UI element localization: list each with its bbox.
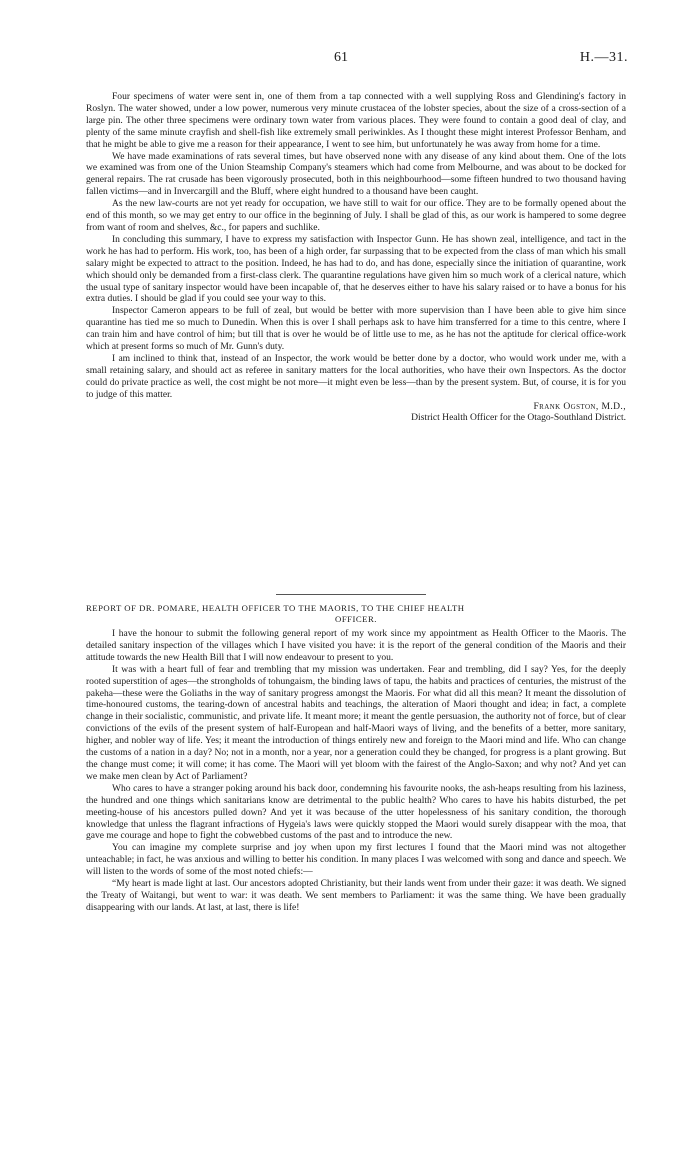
report-heading-line-1: REPORT OF DR. POMARE, HEALTH OFFICER TO THE MAORIS, TO THE CHIEF HEALTH xyxy=(86,603,465,613)
maori-health-report xyxy=(86,628,626,914)
paragraph-law-courts: As the new law-courts are not yet ready for occupation, we have still to wait for our office. They are to be formally opened about the end of this month, so we may get entry to our office in the beginning of July. I shall be glad of this, as our work is hampered to some degree from want of room and shelves, &c., for papers and suchlike. xyxy=(86,198,626,233)
document-reference: H.—31. xyxy=(579,50,628,65)
paragraph-doctor-proposal: I am inclined to think that, instead of an Inspector, the work would be better done by a doctor, who would work under me, with a small retaining salary, and should act as referee in sanitary matters for the local authorities, who have their own Inspectors. As the doctor could do private practice as well, the cost might be not more—it might even be less—than by the present system. But, of course, it is for you to judge of this matter. xyxy=(86,352,626,400)
health-officer-summary xyxy=(86,91,626,424)
paragraph-inspector-cameron: Inspector Cameron appears to be full of zeal, but would be better with more supervision than I have been able to give him since quarantine has tied me so much to Dunedin. When this is over I shall perhaps ask to have him transferred for a time to this centre, where I can train him and have control of him; but till that is over he would be of little use to me, as he has not the aptitude for clerical office-work which at present forms so much of Mr. Gunn's duty. xyxy=(86,305,626,353)
paragraph-chief-quote: “My heart is made light at last. Our ancestors adopted Christianity, but their lands went from under their gaze: it was death. We signed the Treaty of Waitangi, but went to war: it was death. We sent members to Parliament: it was the same thing. We have been gradually disappearing with our lands. At last, at last, there is life! xyxy=(86,878,626,913)
signature-name: Frank Ogston, M.D., xyxy=(533,400,626,412)
paragraph-inspector-gunn: In concluding this summary, I have to express my satisfaction with Inspector Gunn. He has shown zeal, intelligence, and tact in the work he has had to perform. His work, too, has been of a high order, far surpassing that to be expected from the class of man which his small salary might be expected to attract to the position. Indeed, he has had to do, and has done, especially since the initiation of quarantine, work which should only be demanded from a first-class clerk. The quarantine regulations have given him so much work of a clerical nature, which the usual type of sanitary inspector would have been incapable of, that he deserves either to have his salary raised or to have a bonus for his extra duties. I should be glad if you could see your way to this. xyxy=(86,233,626,305)
page-header xyxy=(0,50,700,70)
paragraph-rat-examinations: We have made examinations of rats several times, but have observed none with any disease of any kind about them. One of the lots we examined was from one of the Union Steamship Company's steamers which had come from Melbourne, and was about to be docked for general repairs. The rat crusade has been vigorously prosecuted, both in this neighbourhood—some fifteen hundred to two thousand having fallen victims—and in Invercargill and the Bluff, where eight hundred to a thousand have been caught. xyxy=(86,150,626,198)
page-number: 61 xyxy=(334,50,348,65)
paragraph-water-specimens: Four specimens of water were sent in, one of them from a tap connected with a well supplying Ross and Glendining's factory in Roslyn. The water showed, under a low power, numerous very minute crustacea of the lobster species, about the size of a cross-section of a large pin. The other three specimens were ordinary town water from various places. They were found to contain a good deal of clay, and plenty of the same minute crayfish and shell-fish like extremely small periwinkles. As I thought these might interest Professor Benham, and that he might be able to give me a reason for their appearance, I went to see him, but unfortunately he was away from home for a time. xyxy=(86,91,626,150)
paragraph-first-lectures: You can imagine my complete surprise and joy when upon my first lectures I found that the Maori mind was not altogether unteachable; in fact, he was anxious and willing to better his condition. In many places I was welcomed with song and dance and speech. We will listen to the words of some of the most noted chiefs:— xyxy=(86,842,626,878)
section-divider xyxy=(276,594,426,595)
report-heading-line-2: OFFICER. xyxy=(335,613,377,624)
paragraph-introduction: I have the honour to submit the following general report of my work since my appointment as Health Officer to the Maoris. The detailed sanitary inspection of the villages which I have visited you have: it is the report of the general condition of the Maoris and their attitude towards the new Health Bill that I will now endeavour to present to you. xyxy=(86,628,626,663)
signature-title: District Health Officer for the Otago-Southland District. xyxy=(411,412,626,424)
paragraph-stranger-poking: Who cares to have a stranger poking around his back door, condemning his favourite nooks, the ash-heaps resulting from his laziness, the hundred and one things which sanitarians know are detrimental to the public health? Who cares to have his habits disturbed, the pet meeting-house of his ancestors pulled down? And yet it was because of the utter hopelessness of his sanitary condition, the thorough knowledge that unless the flagrant infractions of Hygeia's laws were quickly stopped the Maori would surely disappear with the moa, that gave me courage and hope to fight the cobwebbed customs of the past and to introduce the new. xyxy=(86,782,626,842)
paragraph-fear-and-trembling: It was with a heart full of fear and trembling that my mission was undertaken. Fear and trembling, did I say? Yes, for the deeply rooted superstition of ages—the strongholds of tohungaism, the binding laws of tapu, the habits and practices of centuries, the mistrust of the pakeha—these were the Goliaths in the way of sanitary progress amongst the Maoris. For what did all this mean? It meant the dissolution of time-honoured customs, the tearing-down of ancestral habits and teachings, the alteration of Maori thought and idea; in fact, a complete change in their socialistic, communistic, and private life. It meant more; it meant the gentle persuasion, the authority not of force, but of clear convictions of the evils of the present system of half-European and half-Maori ways of living, and the benefits of a better, more sanitary, higher, and nobler way of life. Yes; it meant the introduction of things entirely new and foreign to the Maori mind and life. Who can change the customs of a nation in a day? No; not in a month, nor a year, nor a generation could they be changed, for progress is a plant growing. But the change must come; it will come; it has come. The Maori will yet bloom with the fairest of the Anglo-Saxon; and why not? And yet can we make men clean by Act of Parliament? xyxy=(86,663,626,782)
report-heading xyxy=(86,603,626,624)
